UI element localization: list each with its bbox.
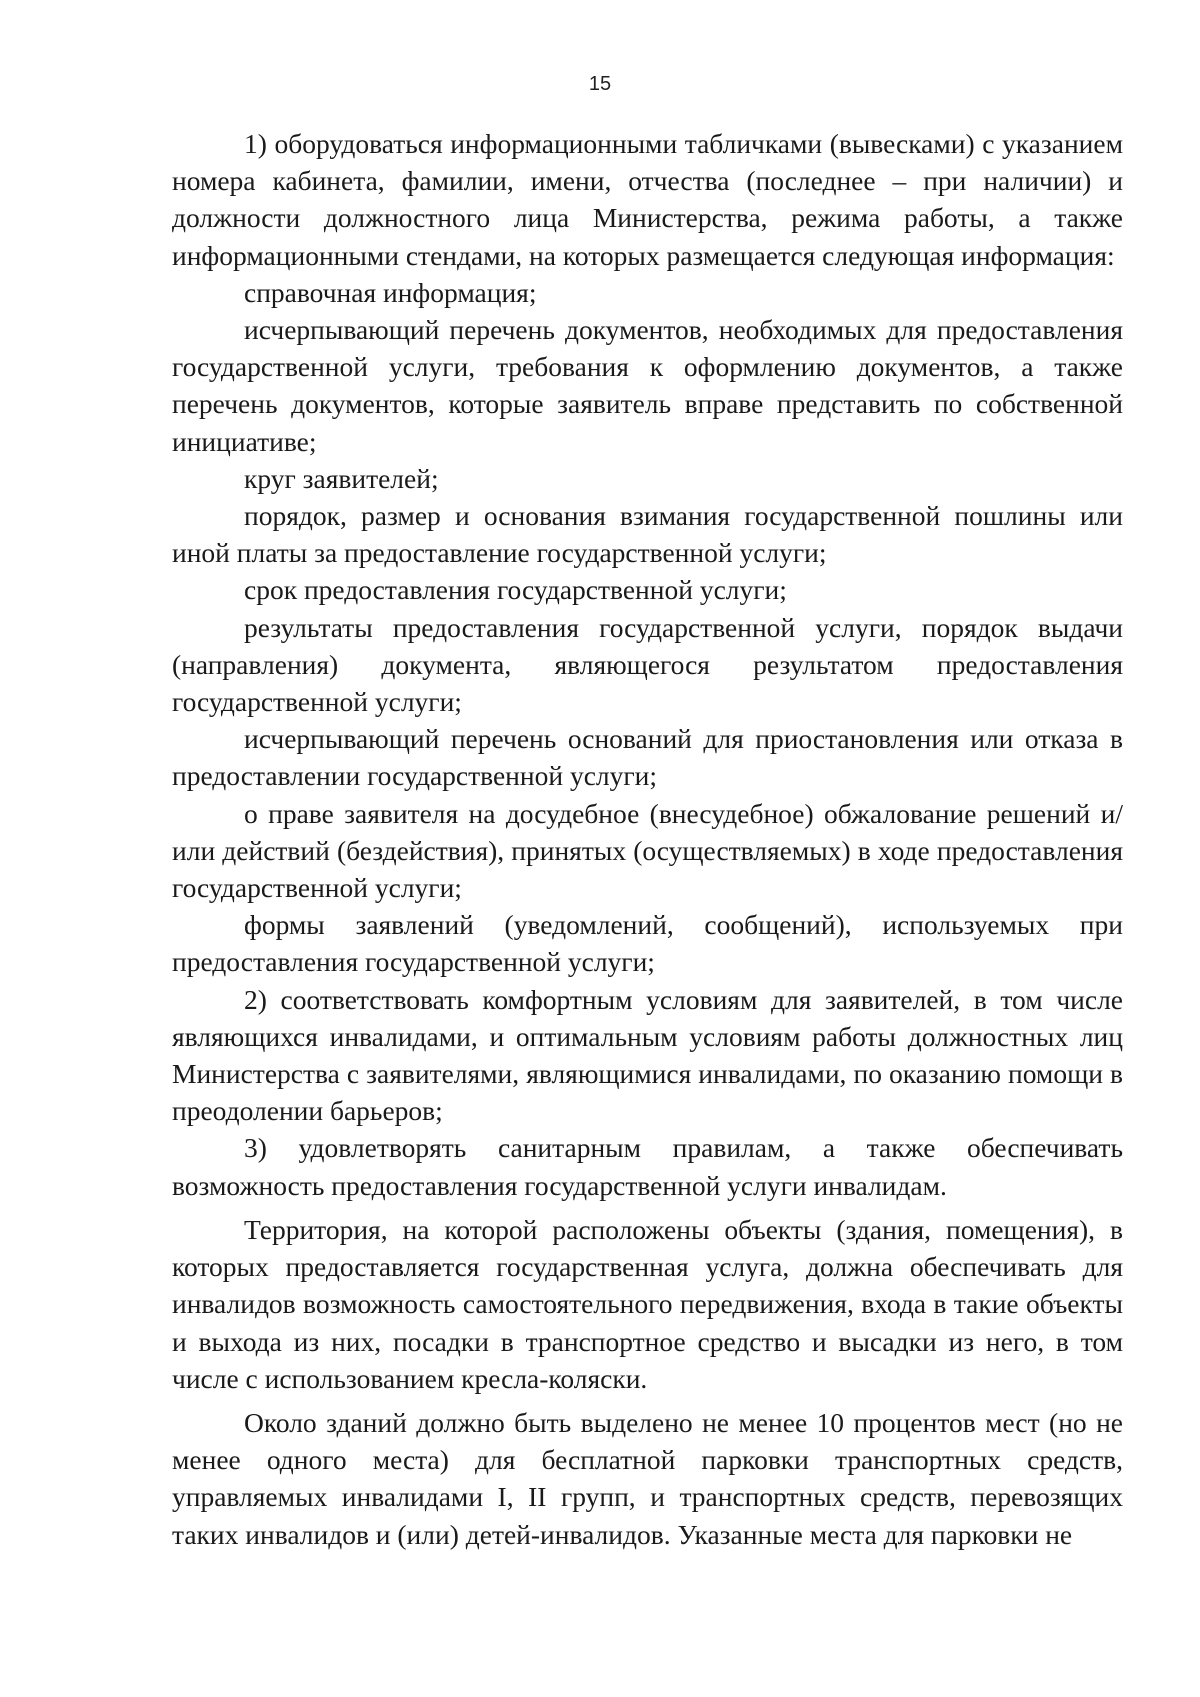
paragraph-service-term: срок предоставления государственной услуги; (244, 574, 787, 606)
paragraph-service-results: результаты предоставления государственной услуги, порядок выдачи (направления) документа, являющегося результатом предоставления государственной услуги; (172, 611, 1123, 718)
document-body (172, 125, 1123, 1553)
paragraph-refusal-grounds: исчерпывающий перечень оснований для приостановления или отказа в предоставлении государственной услуги; (172, 723, 1123, 792)
paragraph-equipment-requirements: 1) оборудоваться информационными табличками (вывесками) с указанием номера кабинета, фамилии, имени, отчества (последнее – при наличии) и должности должностного лица Министерства, режима работы, а также информационными стендами, на которых размещается следующая информация: (172, 128, 1123, 271)
paragraph-sanitary-rules: 3) удовлетворять санитарным правилам, а также обеспечивать возможность предоставления государственной услуги инвалидам. (172, 1132, 1123, 1201)
paragraph-documents-list: исчерпывающий перечень документов, необходимых для предоставления государственной услуги, требования к оформлению документов, а также перечень документов, которые заявитель вправе представить по собственной инициативе; (172, 314, 1123, 457)
page-number: 15 (588, 73, 612, 95)
paragraph-applicants: круг заявителей; (244, 462, 439, 494)
paragraph-reference-info: справочная информация; (244, 276, 537, 308)
paragraph-appeal-right: о праве заявителя на досудебное (внесудебное) обжалование решений и/или действий (бездействия), принятых (осуществляемых) в ходе предоставления государственной услуги; (172, 797, 1123, 904)
paragraph-comfort-conditions: 2) соответствовать комфортным условиям для заявителей, в том числе являющихся инвалидами, и оптимальным условиям работы должностных лиц Министерства с заявителями, являющимися инвалидами, по оказанию помощи в преодолении барьеров; (172, 983, 1123, 1127)
paragraph-application-forms: формы заявлений (уведомлений, сообщений), используемых при предоставления государственной услуги; (172, 909, 1123, 978)
paragraph-territory: Территория, на которой расположены объекты (здания, помещения), в которых предоставляется государственная услуга, должна обеспечивать для инвалидов возможность самостоятельного передвижения, входа в такие объекты и выхода из них, посадки в транспортное средство и высадки из него, в том числе с использованием кресла-коляски. (172, 1213, 1123, 1394)
paragraph-parking: Около зданий должно быть выделено не менее 10 процентов мест (но не менее одного места) для бесплатной парковки транспортных средств, управляемых инвалидами I, II групп, и транспортных средств, перевозящих таких инвалидов и (или) детей-инвалидов. Указанные места для парковки не (172, 1406, 1123, 1550)
paragraph-fee-procedure: порядок, размер и основания взимания государственной пошлины или иной платы за предоставление государственной услуги; (172, 500, 1123, 569)
